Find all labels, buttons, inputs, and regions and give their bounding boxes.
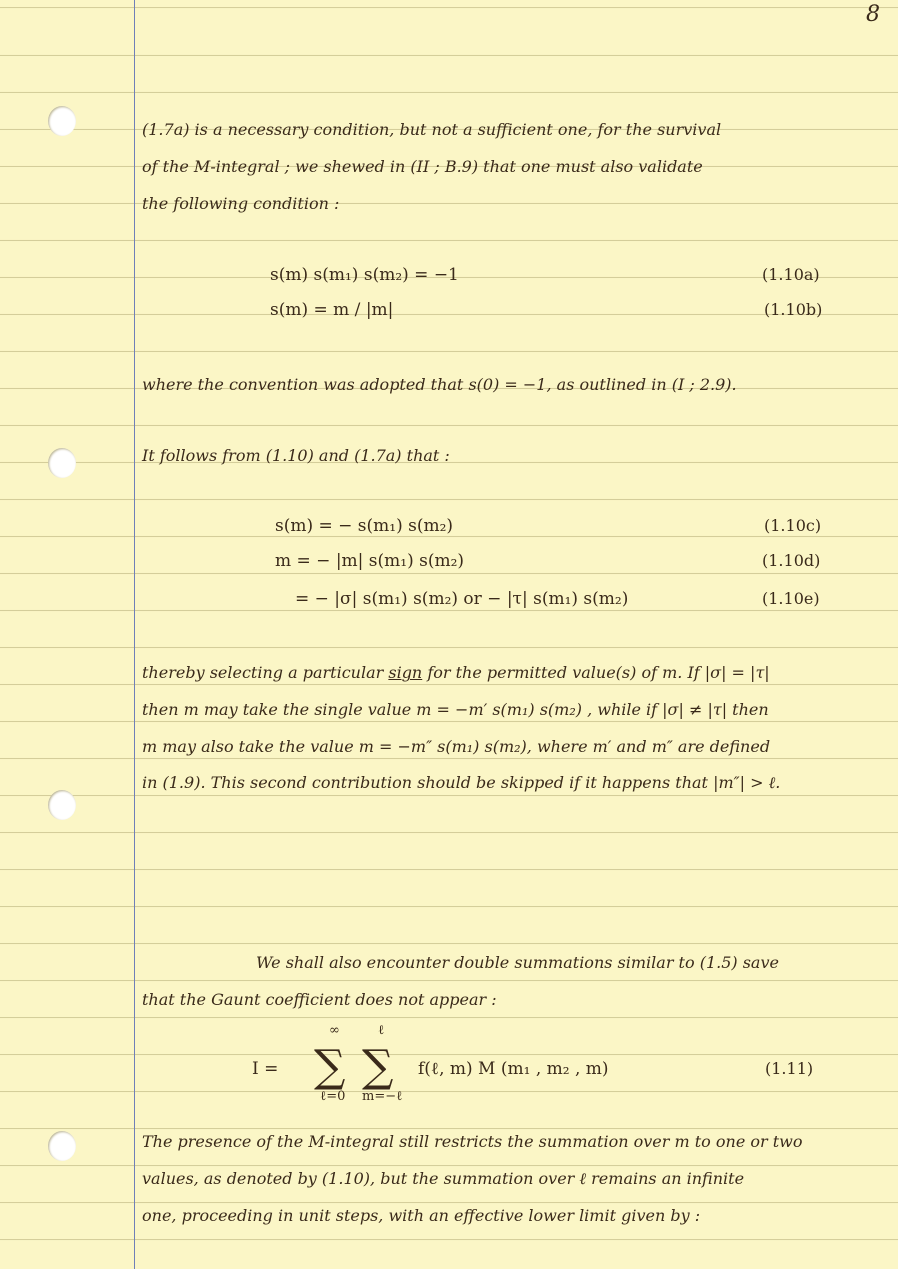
equation-number: (1.10d) [762, 551, 821, 570]
text-line: where the convention was adopted that s(0) = −1, as outlined in (I ; 2.9). [142, 375, 737, 394]
text-line: The presence of the M-integral still restricts the summation over m to one or two [142, 1132, 803, 1151]
punch-hole [48, 448, 76, 478]
text-line: We shall also encounter double summations similar to (1.5) save [256, 953, 779, 972]
punch-hole [48, 106, 76, 136]
text-line: the following condition : [142, 194, 340, 213]
text-line: values, as denoted by (1.10), but the summation over ℓ remains an infinite [142, 1169, 745, 1188]
equation: s(m) s(m₁) s(m₂) = −1 [270, 265, 459, 285]
margin-line [134, 0, 135, 1269]
text-segment: thereby selecting a particular [142, 663, 389, 682]
text-segment: for the permitted value(s) of m. If |σ| = |τ| [422, 663, 770, 682]
punch-hole [48, 1131, 76, 1161]
equation-number: (1.10e) [762, 589, 820, 608]
text-line: m may also take the value m = −m″ s(m₁) s(m₂), where m′ and m″ are defined [142, 737, 771, 756]
sum-lower-limit: m=−ℓ [362, 1089, 403, 1104]
underlined-word: sign [388, 663, 423, 682]
sum-upper-limit: ℓ [378, 1023, 385, 1038]
text-line: (1.7a) is a necessary condition, but not a sufficient one, for the survival [142, 120, 722, 139]
equation: s(m) = m / |m| [270, 300, 394, 320]
text-line: that the Gaunt coefficient does not appear : [142, 990, 497, 1009]
text-line: one, proceeding in unit steps, with an effective lower limit given by : [142, 1206, 701, 1225]
text-line: It follows from (1.10) and (1.7a) that : [142, 446, 450, 465]
equation-lhs: I = [252, 1059, 279, 1079]
summation-sign: ∑ [362, 1041, 394, 1092]
text-line: in (1.9). This second contribution should be skipped if it happens that |m″| > ℓ. [142, 773, 781, 792]
equation: f(ℓ, m) M (m₁ , m₂ , m) [418, 1059, 609, 1079]
equation-number: (1.10c) [764, 516, 822, 535]
sum-upper-limit: ∞ [329, 1023, 340, 1038]
equation-number: (1.10b) [764, 300, 823, 319]
equation-number: (1.10a) [762, 265, 820, 284]
text-line: then m may take the single value m = −m′ s(m₁) s(m₂) , while if |σ| ≠ |τ| then [142, 700, 769, 719]
equation: s(m) = − s(m₁) s(m₂) [275, 516, 454, 536]
text-line: of the M-integral ; we shewed in (II ; B.9) that one must also validate [142, 157, 703, 176]
sum-lower-limit: ℓ=0 [320, 1089, 346, 1104]
page-number: 8 [866, 2, 880, 27]
summation-sign: ∑ [314, 1041, 346, 1092]
equation: = − |σ| s(m₁) s(m₂) or − |τ| s(m₁) s(m₂) [295, 589, 629, 609]
equation-number: (1.11) [765, 1059, 814, 1078]
punch-hole [48, 790, 76, 820]
equation: m = − |m| s(m₁) s(m₂) [275, 551, 465, 571]
text-line [142, 663, 770, 683]
